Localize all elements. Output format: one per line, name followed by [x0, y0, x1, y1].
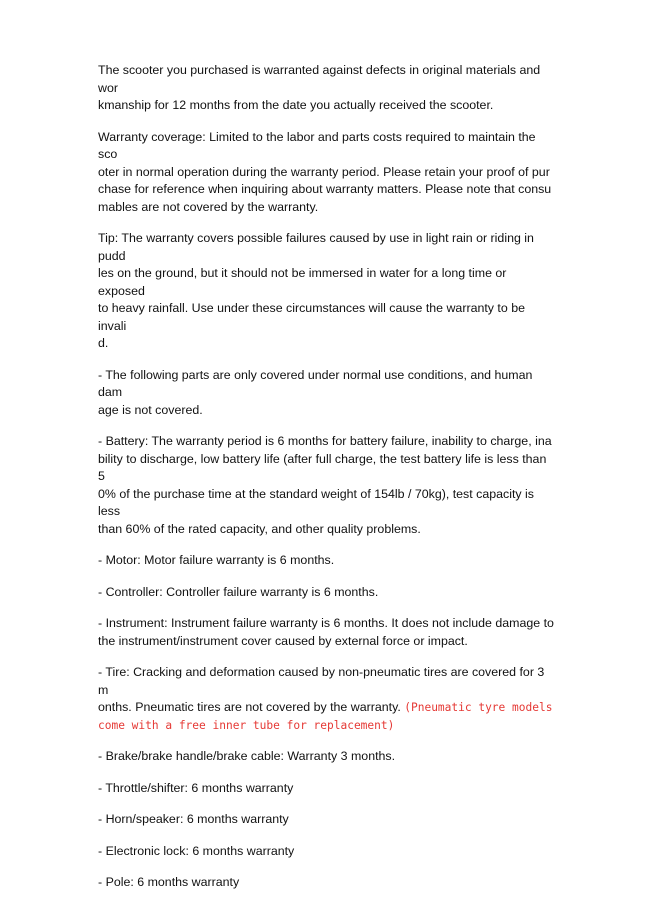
controller-warranty-item: - Controller: Controller failure warranty is 6 months.: [98, 584, 379, 599]
parts-coverage-paragraph: - The following parts are only covered under normal use conditions, and human dam age is not covered.: [98, 367, 533, 417]
tire-warranty-text: - Tire: Cracking and deformation caused by non-pneumatic tires are covered for 3 m onths. Pneumatic tires are not covered by the warranty.: [98, 665, 545, 714]
tire-replacement-note: (Pneumatic tyre models come with a free inner tube for replacement): [98, 701, 553, 732]
horn-warranty-item: - Horn/speaker: 6 months warranty: [98, 812, 289, 826]
warranty-tip-paragraph: Tip: The warranty covers possible failures caused by use in light rain or riding in pudd les on the ground, but it should not be immersed in water for a long time or exposed to heavy rainfall. Use under these circumstances will cause the warranty to be invali d.: [98, 231, 534, 350]
warranty-document: [98, 62, 554, 906]
brake-warranty-item: - Brake/brake handle/brake cable: Warranty 3 months.: [98, 749, 396, 763]
pole-warranty-item: - Pole: 6 months warranty: [98, 875, 240, 889]
throttle-warranty-item: - Throttle/shifter: 6 months warranty: [98, 780, 294, 795]
tire-warranty-paragraph: [98, 664, 554, 734]
battery-warranty-paragraph: - Battery: The warranty period is 6 months for battery failure, inability to charge, ina bility to discharge, low battery life (after full charge, the test battery life is less than 5 0% of the purchase time at the standard weight of 154lb / 70kg), test capacity is less than 60% of the rated capacity, and other quality problems.: [98, 434, 552, 536]
instrument-warranty-paragraph: - Instrument: Instrument failure warranty is 6 months. It does not include damage to the instrument/instrument cover caused by external force or impact.: [98, 616, 554, 648]
warranty-coverage-paragraph: Warranty coverage: Limited to the labor and parts costs required to maintain the sco oter in normal operation during the warranty period. Please retain your proof of pur chase for reference when inquiring about warranty matters. Please note that consu mables are not covered by the warranty.: [98, 129, 552, 214]
warranty-intro-paragraph: The scooter you purchased is warranted against defects in original materials and wor kmanship for 12 months from the date you actually received the scooter.: [98, 63, 541, 112]
motor-warranty-item: - Motor: Motor failure warranty is 6 months.: [98, 553, 335, 567]
electronic-lock-warranty-item: - Electronic lock: 6 months warranty: [98, 843, 295, 858]
